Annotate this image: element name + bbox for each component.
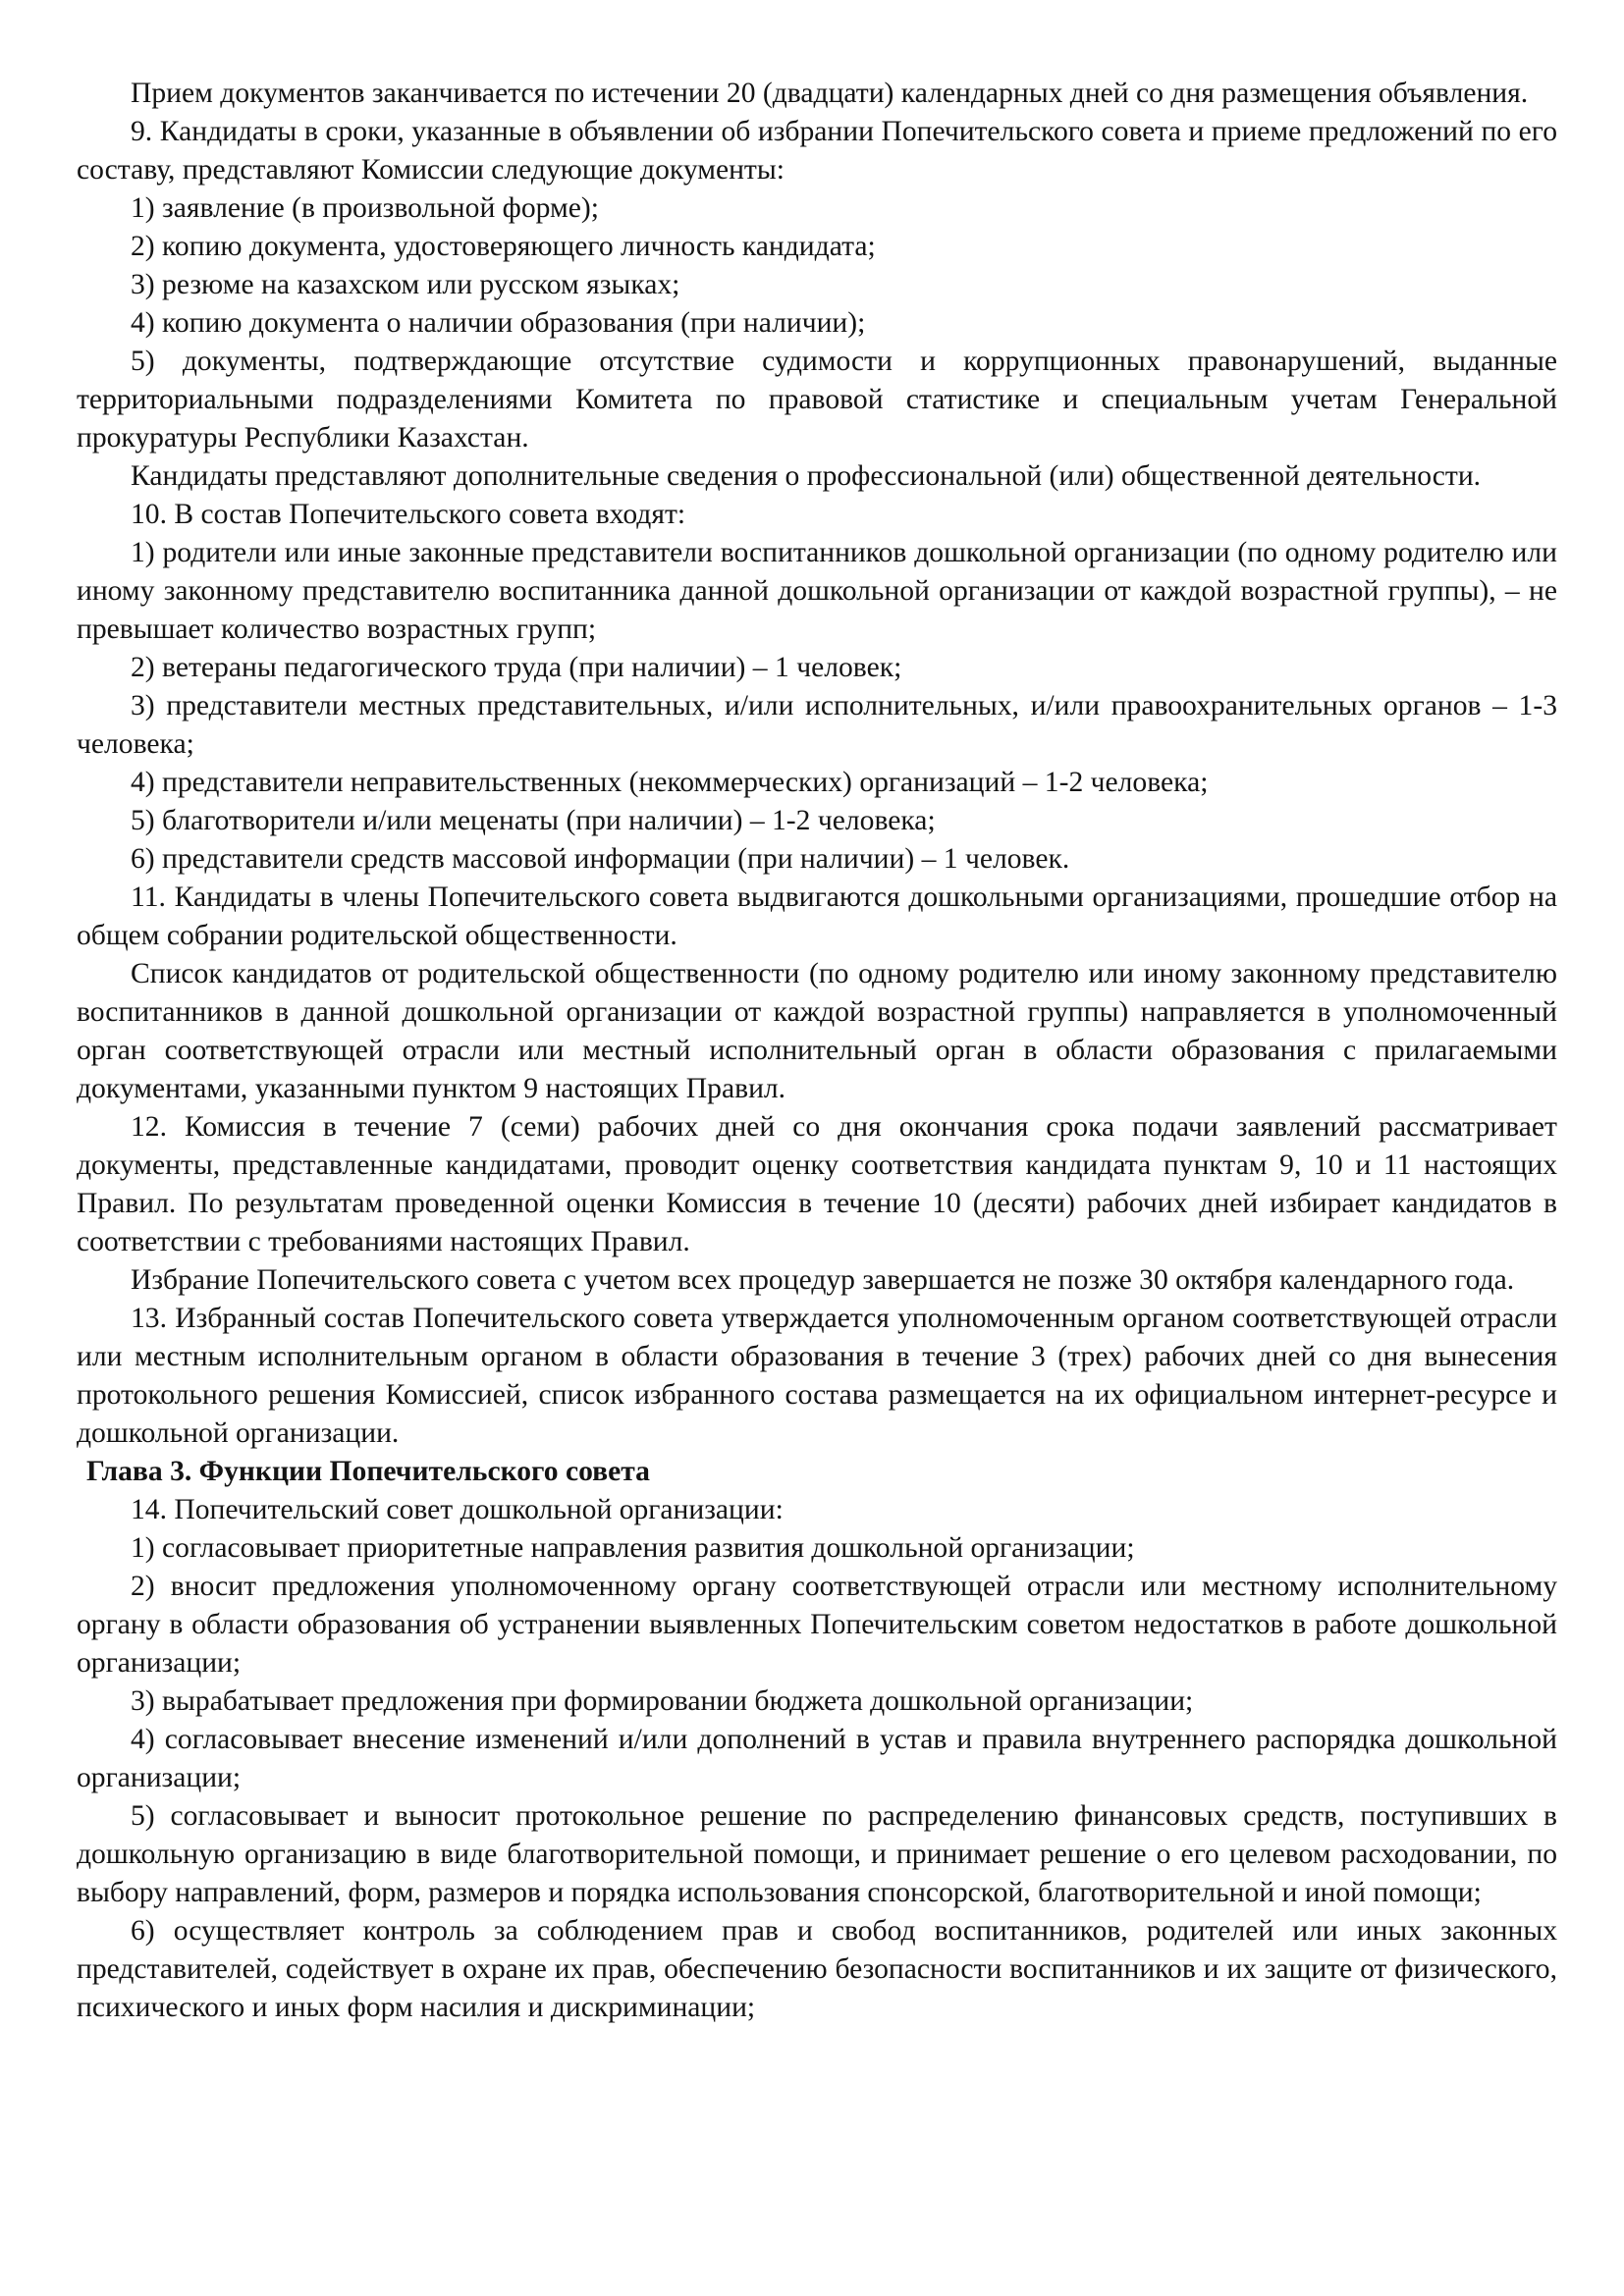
paragraph-clause-12: 12. Комиссия в течение 7 (семи) рабочих дней со дня окончания срока подачи заявлений рассматривает документы, представленные кандидатами, проводит оценку соответствия кандидата пунктам 9, 10 и 11 настоящих Правил. По результатам проведенной оценки Комиссия в течение 10 (десяти) рабочих дней избирает кандидатов в соответствии с требованиями настоящих Правил. — [77, 1111, 1557, 1257]
list-item-charter-changes: 4) согласовывает внесение изменений и/или дополнений в устав и правила внутреннего распорядка дошкольной организации; — [77, 1724, 1557, 1793]
paragraph-election-deadline: Избрание Попечительского совета с учетом всех процедур завершается не позже 30 октября календарного года. — [131, 1264, 1515, 1296]
paragraph-clause-9: 9. Кандидаты в сроки, указанные в объявлении об избрании Попечительского совета и приеме предложений по его составу, представляют Комиссии следующие документы: — [77, 116, 1557, 186]
list-item-rights-control: 6) осуществляет контроль за соблюдением прав и свобод воспитанников, родителей или иных законных представителей, содействует в охране их прав, обеспечению безопасности воспитанников и их защите от физического, психического и иных форм насилия и дискриминации; — [77, 1915, 1557, 2023]
list-item-proposals: 2) вносит предложения уполномоченному органу соответствующей отрасли или местному исполнительному органу в области образования об устранении выявленных Попечительским советом недостатков в работе дошкольной организации; — [77, 1571, 1557, 1679]
paragraph-additional-info: Кандидаты представляют дополнительные сведения о профессиональной (или) общественной деятельности. — [131, 460, 1482, 492]
chapter-heading: Глава 3. Функции Попечительского совета — [86, 1456, 650, 1487]
paragraph-clause-14: 14. Попечительский совет дошкольной организации: — [131, 1494, 784, 1525]
paragraph-clause-10: 10. В состав Попечительского совета входят: — [131, 499, 686, 530]
list-item-local-bodies: 3) представители местных представительных, и/или исполнительных, и/или правоохранительных органов – 1-3 человека; — [77, 690, 1557, 760]
paragraph-documents-deadline: Прием документов заканчивается по истечении 20 (двадцати) календарных дней со дня размещения объявления. — [131, 78, 1529, 109]
paragraph-clause-11: 11. Кандидаты в члены Попечительского совета выдвигаются дошкольными организациями, прошедшие отбор на общем собрании родительской общественности. — [77, 881, 1557, 951]
list-item-application: 1) заявление (в произвольной форме); — [131, 192, 599, 224]
list-item-id-copy: 2) копию документа, удостоверяющего личность кандидата; — [131, 231, 876, 262]
list-item-education-copy: 4) копию документа о наличии образования (при наличии); — [131, 307, 866, 339]
list-item-budget: 3) вырабатывает предложения при формировании бюджета дошкольной организации; — [131, 1685, 1194, 1717]
list-item-priorities: 1) согласовывает приоритетные направления развития дошкольной организации; — [131, 1532, 1135, 1564]
paragraph-clause-13: 13. Избранный состав Попечительского совета утверждается уполномоченным органом соответствующей отрасли или местным исполнительным органом в области образования в течение 3 (трех) рабочих дней со дня вынесения протокольного решения Комиссией, список избранного состава размещается на их официальном интернет-ресурсе и дошкольной организации. — [77, 1303, 1557, 1449]
list-item-philanthropists: 5) благотворители и/или меценаты (при наличии) – 1-2 человека; — [131, 805, 936, 836]
list-item-veterans: 2) ветераны педагогического труда (при наличии) – 1 человек; — [131, 652, 902, 683]
list-item-resume: 3) резюме на казахском или русском языках; — [131, 269, 680, 300]
paragraph-candidate-list: Список кандидатов от родительской общественности (по одному родителю или иному законному представителю воспитанников в данной дошкольной организации от каждой возрастной группы) направляется в уполномоченный орган соответствующей отрасли или местный исполнительный орган в области образования с прилагаемыми документами, указанными пунктом 9 настоящих Правил. — [77, 958, 1557, 1104]
list-item-no-conviction: 5) документы, подтверждающие отсутствие судимости и коррупционных правонарушений, выданные территориальными подразделениями Комитета по правовой статистике и специальным учетам Генеральной прокуратуры Республики Казахстан. — [77, 346, 1557, 454]
list-item-media: 6) представители средств массовой информации (при наличии) – 1 человек. — [131, 843, 1070, 875]
document-page — [77, 75, 1557, 2027]
list-item-parents: 1) родители или иные законные представители воспитанников дошкольной организации (по одному родителю или иному законному представителю воспитанника данной дошкольной организации от каждой возрастной группы), – не превышает количество возрастных групп; — [77, 537, 1557, 645]
list-item-ngo: 4) представители неправительственных (некоммерческих) организаций – 1-2 человека; — [131, 767, 1209, 798]
list-item-finance: 5) согласовывает и выносит протокольное решение по распределению финансовых средств, поступивших в дошкольную организацию в виде благотворительной помощи, и принимает решение о его целевом расходовании, по выбору направлений, форм, размеров и порядка использования спонсорской, благотворительной и иной помощи; — [77, 1800, 1557, 1908]
